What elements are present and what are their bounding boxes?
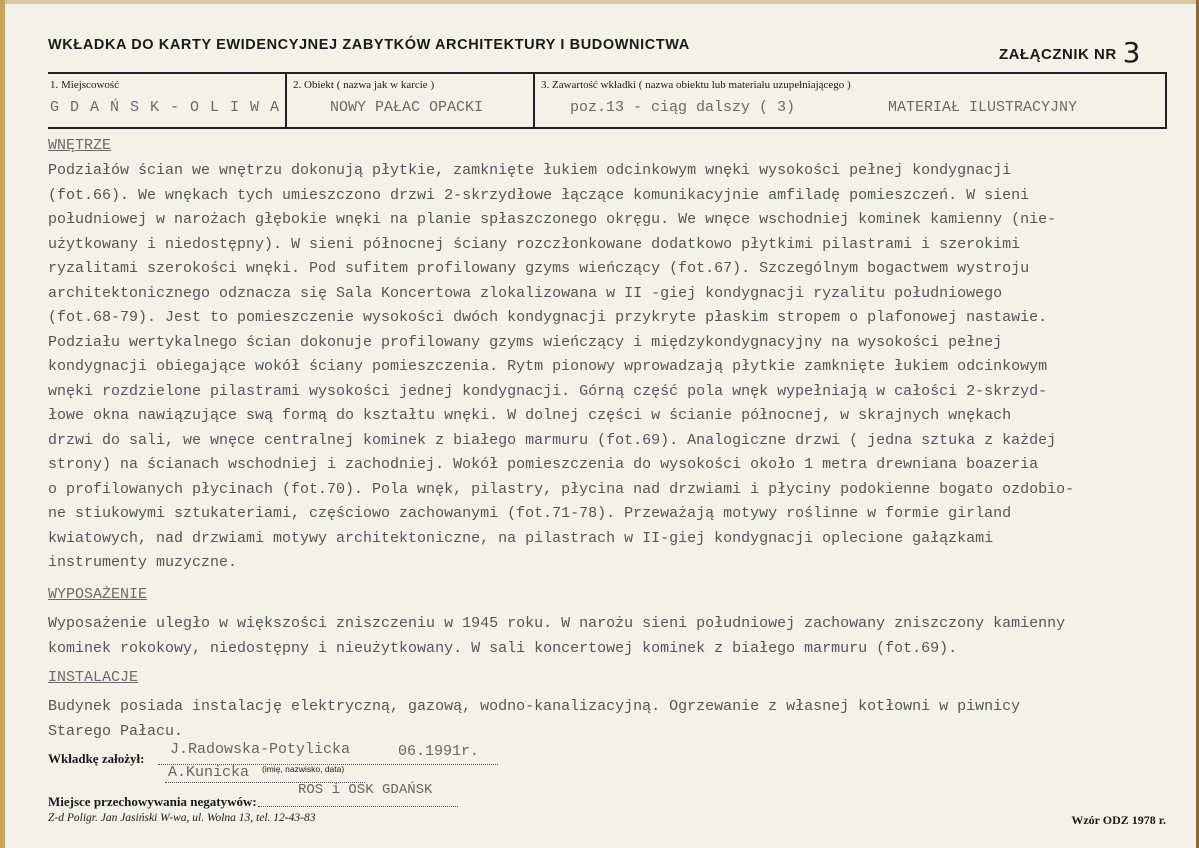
text-line: Starego Pałacu. <box>48 722 184 740</box>
table-right-rule <box>1165 72 1167 129</box>
negatives-label: Miejsce przechowywania negatywów: <box>48 794 257 809</box>
interior-heading: WNĘTRZE <box>48 137 112 154</box>
furnishings-text <box>48 612 1188 661</box>
text-line: kominek rokokowy, niedostępny i nieużytkowany. W sali koncertowej kominek z białego marmuru (fot.69). <box>48 639 958 657</box>
installations-heading: INSTALACJE <box>48 669 139 686</box>
page-edge-top <box>0 0 1199 4</box>
object-label: 2. Obiekt ( nazwa jak w karcie ) <box>293 79 435 91</box>
text-line: łowe okna nawiązujące swą formą do kształtu wnęki. W dolnej części w ścianie północnej, w skrajnych wnękach <box>48 407 1012 424</box>
text-line: kondygnacji obiegające wokół ściany pomieszczenia. Rytm pionowy wprowadzają płytkie zamknięte łukiem odcinkowym <box>48 358 1048 375</box>
printer-info: Z-d Poligr. Jan Jasiński W-wa, ul. Wolna 13, tel. 12-43-83 <box>48 812 316 824</box>
text-line: Budynek posiada instalację elektryczną, gazową, wodno-kanalizacyjną. Ogrzewanie z własnej kotłowni w piwnicy <box>48 698 1021 715</box>
negatives-value: ROS i OSK GDAŃSK <box>298 782 433 798</box>
content-value-position: poz.13 - ciąg dalszy ( 3) <box>570 99 796 116</box>
page-edge-left <box>0 0 5 848</box>
text-line: architektonicznego odznacza się Sala Koncertowa zlokalizowana w II -giej kondygnacji ryzalitu południowego <box>48 284 1003 302</box>
text-line: Podziałów ścian we wnętrzu dokonują płytkie, zamknięte łukiem odcinkowym wnęki wysokości pełnej kondygnacji <box>48 162 1012 179</box>
content-value-type: MATERIAŁ ILUSTRACYJNY <box>888 99 1078 116</box>
text-line: (fot.68-79). Jest to pomieszczenie wysokości dwóch kondygnacji przykryte płaskim stropem o plafonowej nastawie. <box>48 309 1048 326</box>
attachment-label <box>999 33 1141 69</box>
text-line: o profilowanych płycinach (fot.70). Pola wnęk, pilastry, płycina nad drzwiami i płyciny podokienne bogato ozdobio- <box>48 480 1075 498</box>
text-line: ne stiukowymi sztukateriami, częściowo zachowanymi (fot.71-78). Przeważają motywy roślinne w formie girland <box>48 505 1012 522</box>
place-value: GDAŃSK-OLIWA <box>50 99 291 116</box>
installations-text <box>48 695 1188 744</box>
text-line: drzwi do sali, we wnęce centralnej kominek z białego marmuru (fot.69). Analogiczne drzwi ( jedna sztuka z każdej <box>48 431 1057 449</box>
form-title: WKŁADKA DO KARTY EWIDENCYJNEJ ZABYTKÓW ARCHITEKTURY I BUDOWNICTWA <box>48 37 690 53</box>
place-label: 1. Miejscowość <box>50 79 120 91</box>
text-line: użytkowany i niedostępny). W sieni północnej ściany rozczłonkowane dodatkowo płytkimi pilastrami i szerokimi <box>48 235 1021 253</box>
created-by-label: Wkładkę założył: <box>48 751 145 766</box>
name-hint: (imię, nazwisko, data) <box>262 764 345 774</box>
table-top-rule <box>48 72 1167 74</box>
text-line: strony) na ścianach wschodniej i zachodniej. Wokół pomieszczenia do wysokości około 1 metra drewniana boazeria <box>48 456 1039 473</box>
creator-2: A.Kunicka <box>168 764 250 781</box>
created-date: 06.1991r. <box>398 743 480 760</box>
text-line: południowej w narożach głębokie wnęki na planie spłaszczonego okręgu. We wnęce wschodniej kominek kamienny (nie- <box>48 211 1057 228</box>
text-line: ryzalitami szerokości wnęki. Pod sufitem profilowany gzyms wieńczący (fot.67). Szczególnym bogactwem wystroju <box>48 260 1030 277</box>
content-label: 3. Zawartość wkładki ( nazwa obiektu lub materiału uzupełniającego ) <box>541 79 851 91</box>
text-line: instrumenty muzyczne. <box>48 554 238 571</box>
attachment-label-text: ZAŁĄCZNIK NR <box>999 46 1117 63</box>
table-bottom-rule <box>48 127 1167 129</box>
creator-1: J.Radowska-Potylicka <box>170 741 351 758</box>
text-line: Wyposażenie uległo w większości zniszczeniu w 1945 roku. W narożu sieni południowej zachowany zniszczony kamienny <box>48 615 1066 632</box>
interior-text <box>48 159 1188 576</box>
text-line: Podziału wertykalnego ścian dokonuje profilowany gzyms wieńczący i międzykondygnacyjny na wysokości pełnej <box>48 333 1003 351</box>
furnishings-heading: WYPOSAŻENIE <box>48 586 148 603</box>
object-value: NOWY PAŁAC OPACKI <box>330 99 484 116</box>
text-line: kwiatowych, nad drzwiami motywy architektoniczne, na pilastrach w II-giej kondygnacji oplecione gałązkami <box>48 529 994 547</box>
attachment-number: 3 <box>1122 36 1141 69</box>
negatives-line <box>258 806 458 807</box>
table-divider-2 <box>533 72 535 129</box>
text-line: (fot.66). We wnękach tych umieszczono drzwi 2-skrzydłowe łączące komunikacyjnie amfiladę pomieszczeń. W sieni <box>48 186 1030 204</box>
template-info: Wzór ODZ 1978 r. <box>1071 813 1166 827</box>
text-line: wnęki rozdzielone pilastrami wysokości jednej kondygnacji. Górną część pola wnęk wypełniają w całości 2-skrzyd- <box>48 382 1048 400</box>
